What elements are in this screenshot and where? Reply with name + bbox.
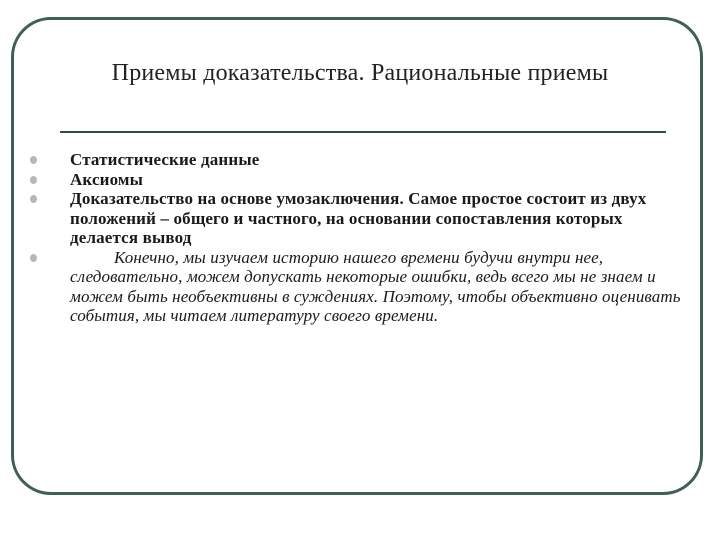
bullet-dot-icon xyxy=(30,156,37,164)
bullet-item xyxy=(70,170,690,190)
bullet-dot-icon xyxy=(30,176,37,184)
bullet-text: Аксиомы xyxy=(70,169,144,189)
bullet-item xyxy=(70,150,690,170)
slide-title: Приемы доказательства. Рациональные приемы xyxy=(111,60,609,86)
bullet-list xyxy=(70,150,690,326)
bullet-dot-icon xyxy=(30,254,37,262)
title-divider xyxy=(60,131,666,133)
bullet-dot-icon xyxy=(30,195,37,203)
bullet-text: Статистические данные xyxy=(70,150,260,169)
bullet-text: Конечно, мы изучаем историю нашего времени будучи внутри нее, следовательно, можем допускать некоторые ошибки, ведь всего мы не знаем и можем быть необъективны в суждениях. Поэтому, чтобы объективно оценивать события, мы читаем литературу своего времени. xyxy=(70,247,681,325)
bullet-item xyxy=(70,189,690,248)
bullet-item xyxy=(70,248,690,326)
bullet-text: Доказательство на основе умозаключения. Самое простое состоит из двух положений – общего и частного, на основании сопоставления которых делается вывод xyxy=(70,189,647,247)
